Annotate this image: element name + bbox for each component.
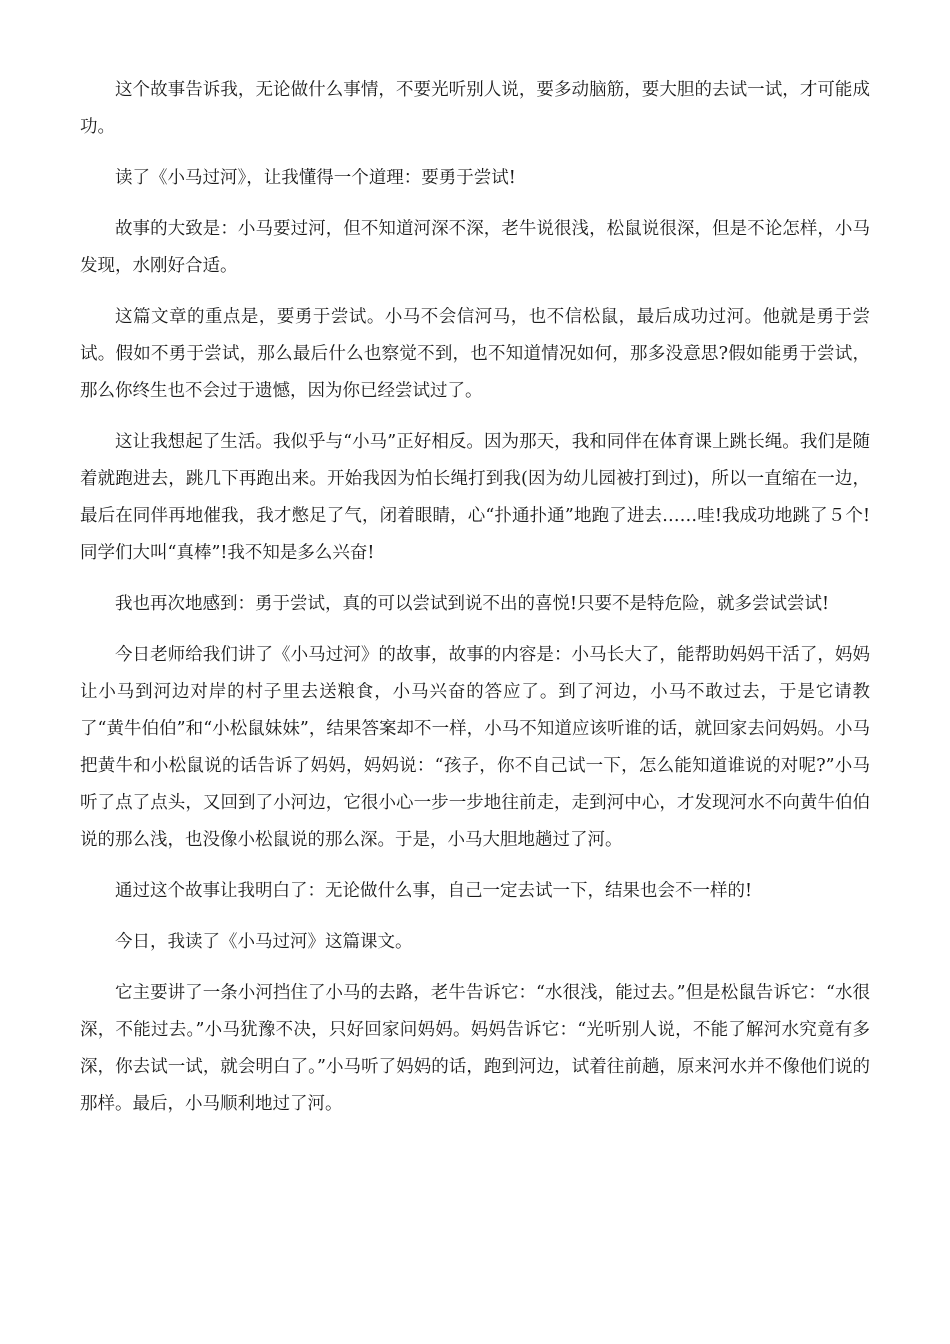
paragraph-1: 这个故事告诉我，无论做什么事情，不要光听别人说，要多动脑筋，要大胆的去试一试，才可能成功。 bbox=[80, 80, 870, 137]
paragraph-8: 通过这个故事让我明白了：无论做什么事，自己一定去试一下，结果也会不一样的! bbox=[115, 881, 753, 901]
document-page bbox=[80, 72, 870, 1137]
paragraph-5: 这让我想起了生活。我似乎与“小马”正好相反。因为那天，我和同伴在体育课上跳长绳。我们是随着就跑进去，跳几下再跑出来。开始我因为怕长绳打到我(因为幼儿园被打到过)，所以一直缩在一边，最后在同伴再地催我，我才憋足了气，闭着眼睛，心“扑通扑通”地跑了进去……哇!我成功地跳了５个!同学们大叫“真棒”!我不知是多么兴奋! bbox=[80, 432, 870, 563]
paragraph-3: 故事的大致是：小马要过河，但不知道河深不深，老牛说很浅，松鼠说很深，但是不论怎样，小马发现，水刚好合适。 bbox=[80, 219, 870, 276]
paragraph-10: 它主要讲了一条小河挡住了小马的去路，老牛告诉它：“水很浅，能过去。”但是松鼠告诉它：“水很深，不能过去。”小马犹豫不决，只好回家问妈妈。妈妈告诉它：“光听别人说，不能了解河水究竟有多深，你去试一试，就会明白了。”小马听了妈妈的话，跑到河边，试着往前趟，原来河水并不像他们说的那样。最后，小马顺利地过了河。 bbox=[80, 983, 870, 1114]
paragraph-9: 今日，我读了《小马过河》这篇课文。 bbox=[115, 932, 413, 952]
paragraph-2: 读了《小马过河》，让我懂得一个道理：要勇于尝试! bbox=[115, 168, 516, 188]
paragraph-7: 今日老师给我们讲了《小马过河》的故事，故事的内容是：小马长大了，能帮助妈妈干活了，妈妈让小马到河边对岸的村子里去送粮食，小马兴奋的答应了。到了河边，小马不敢过去，于是它请教了“黄牛伯伯”和“小松鼠妹妹”，结果答案却不一样，小马不知道应该听谁的话，就回家去问妈妈。小马把黄牛和小松鼠说的话告诉了妈妈，妈妈说：“孩子，你不自己试一下，怎么能知道谁说的对呢?”小马听了点了点头，又回到了小河边，它很小心一步一步地往前走，走到河中心，才发现河水不向黄牛伯伯说的那么浅，也没像小松鼠说的那么深。于是，小马大胆地趟过了河。 bbox=[80, 645, 870, 850]
paragraph-4: 这篇文章的重点是，要勇于尝试。小马不会信河马，也不信松鼠，最后成功过河。他就是勇于尝试。假如不勇于尝试，那么最后什么也察觉不到，也不知道情况如何，那多没意思?假如能勇于尝试，那么你终生也不会过于遗憾，因为你已经尝试过了。 bbox=[80, 307, 870, 401]
paragraph-6: 我也再次地感到：勇于尝试，真的可以尝试到说不出的喜悦!只要不是特危险，就多尝试尝试! bbox=[115, 594, 830, 614]
